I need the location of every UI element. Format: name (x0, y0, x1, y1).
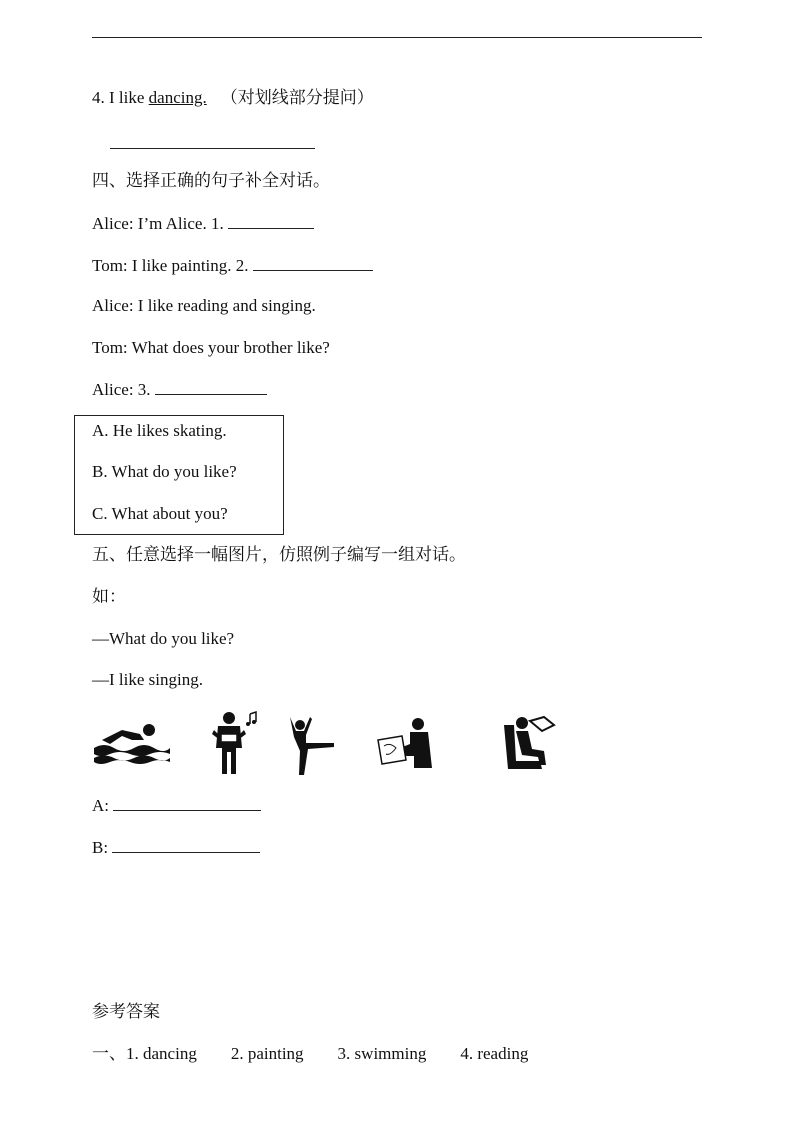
answers-heading: 参考答案 (92, 1002, 160, 1021)
section5-heading: 五、任意选择一幅图片，仿照例子编写一组对话。 (92, 545, 466, 564)
a-blank[interactable] (113, 795, 261, 811)
answer-item: 2. painting (230, 1044, 304, 1063)
q4-prefix: 4. I like (92, 88, 149, 107)
q4-answer-blank[interactable] (110, 148, 315, 149)
answers-prefix: 一、 (92, 1044, 126, 1063)
option-c: C. What about you? (92, 504, 228, 523)
header-rule (92, 37, 702, 38)
a-label: A: (92, 796, 114, 815)
example-question: —What do you like? (92, 629, 235, 648)
b-label: B: (92, 838, 113, 857)
b-blank[interactable] (112, 837, 260, 853)
answer-item: 4. reading (460, 1044, 529, 1063)
dialogue-line-5 (92, 379, 267, 400)
answers-row (92, 1044, 562, 1064)
q4-underlined-word: dancing. (148, 88, 207, 107)
blank-2[interactable] (253, 255, 373, 271)
dialogue-line-4: Tom: What does your brother like? (92, 338, 330, 357)
answer-line-a (92, 795, 261, 816)
option-a: A. He likes skating. (92, 421, 227, 440)
blank-3[interactable] (155, 379, 267, 395)
option-b: B. What do you like? (92, 462, 237, 481)
dialogue-line-3: Alice: I like reading and singing. (92, 296, 316, 315)
example-label: 如： (92, 587, 126, 606)
blank-1[interactable] (228, 213, 314, 229)
swimming-icon (92, 718, 170, 768)
singing-icon (210, 710, 260, 776)
dialogue-line-1 (92, 213, 314, 234)
dialogue-text-2: Tom: I like painting. 2. (92, 256, 253, 275)
dialogue-text-5: Alice: 3. (92, 380, 155, 399)
reading-icon (500, 715, 558, 771)
dancing-icon (286, 713, 338, 777)
answer-line-b (92, 837, 260, 858)
painting-icon (374, 716, 434, 770)
dialogue-line-2 (92, 255, 373, 276)
answer-item: 1. dancing (126, 1044, 197, 1063)
dialogue-text-1: Alice: I’m Alice. 1. (92, 214, 228, 233)
answer-item: 3. swimming (337, 1044, 427, 1063)
q4-instruction: （对划线部分提问） (220, 88, 374, 107)
question-4 (92, 88, 374, 108)
section4-heading: 四、选择正确的句子补全对话。 (92, 171, 330, 190)
example-answer: —I like singing. (92, 670, 203, 689)
